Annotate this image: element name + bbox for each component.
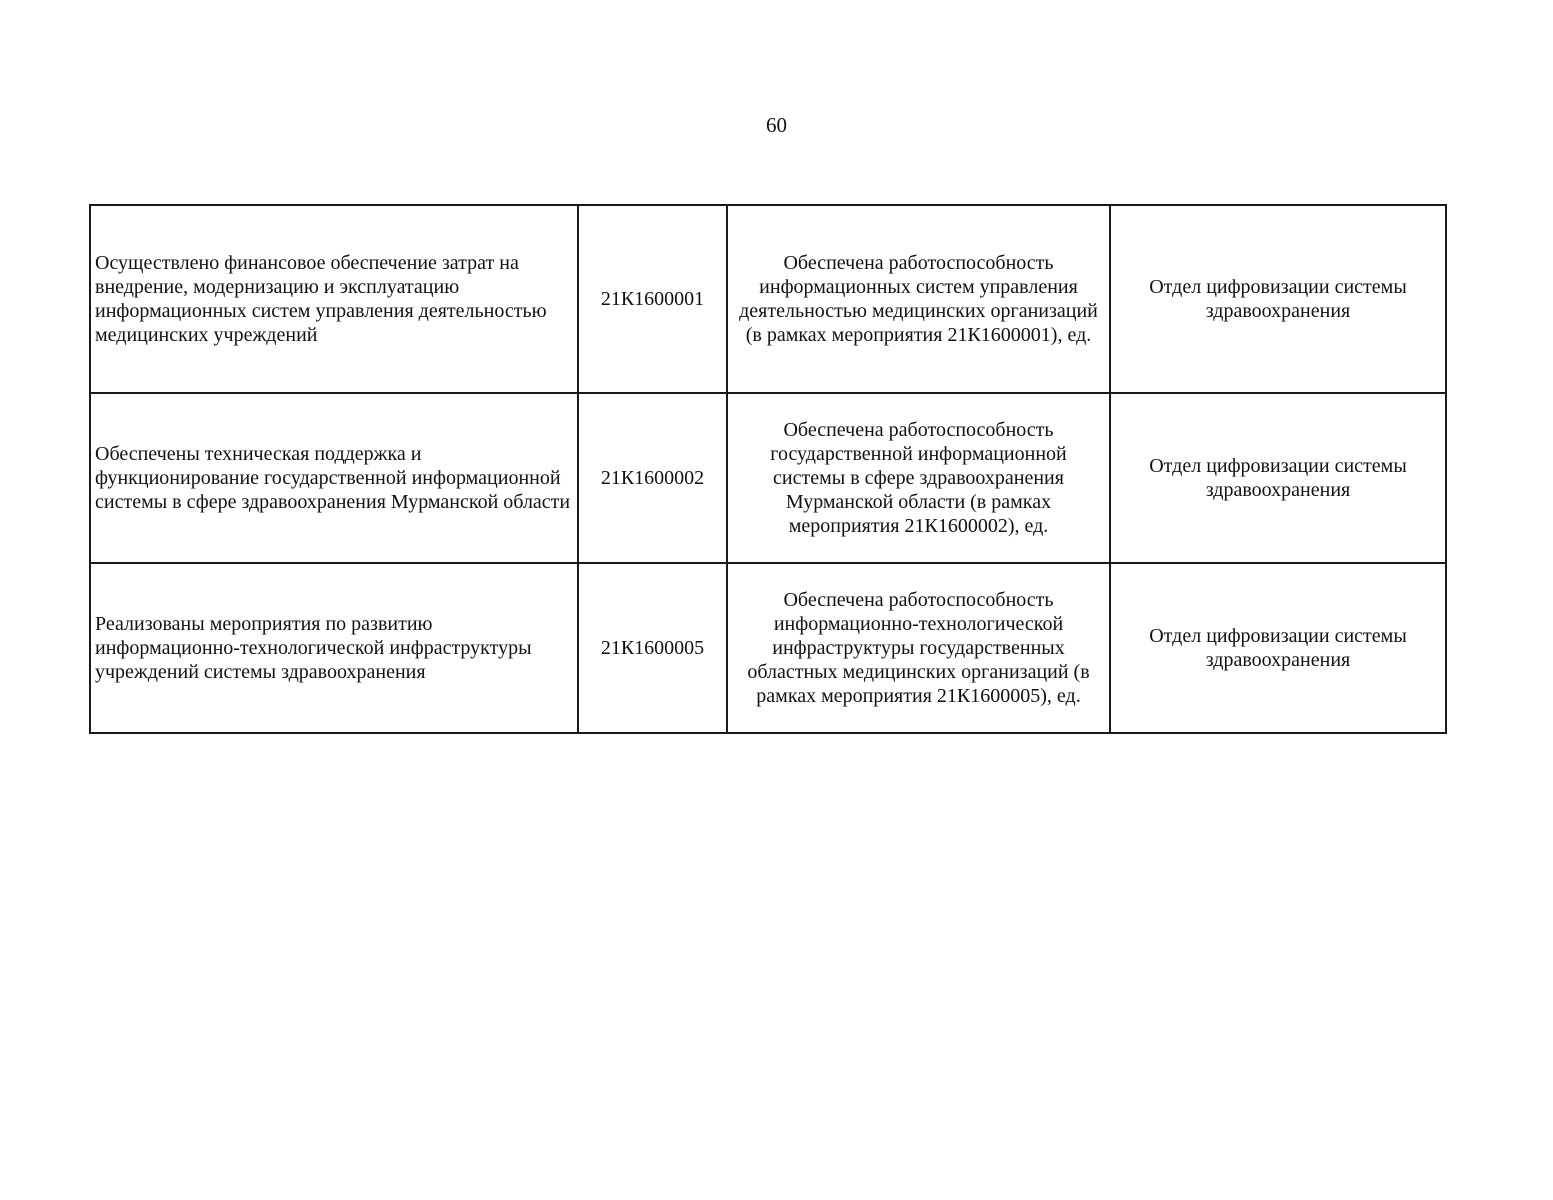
measure-result-cell: Обеспечена работоспособность информационных систем управления деятельностью медицинских организаций (в рамках мероприятия 21К1600001), ед. [727, 205, 1110, 393]
measure-description-cell: Реализованы мероприятия по развитию информационно-технологической инфраструктуры учреждений системы здравоохранения [90, 563, 578, 733]
table-row [90, 393, 1446, 563]
measure-result-cell: Обеспечена работоспособность информационно-технологической инфраструктуры государственных областных медицинских организаций (в рамках мероприятия 21К1600005), ед. [727, 563, 1110, 733]
responsible-unit-cell: Отдел цифровизации системы здравоохранения [1110, 205, 1446, 393]
page-number: 60 [766, 113, 787, 137]
table-row [90, 205, 1446, 393]
measure-code-cell: 21К1600001 [578, 205, 727, 393]
responsible-unit-cell: Отдел цифровизации системы здравоохранения [1110, 563, 1446, 733]
measure-code-cell: 21К1600002 [578, 393, 727, 563]
measure-code-cell: 21К1600005 [578, 563, 727, 733]
measure-description-cell: Обеспечены техническая поддержка и функционирование государственной информационной системы в сфере здравоохранения Мурманской области [90, 393, 578, 563]
table-row [90, 563, 1446, 733]
measure-result-cell: Обеспечена работоспособность государственной информационной системы в сфере здравоохранения Мурманской области (в рамках мероприятия 21К1600002), ед. [727, 393, 1110, 563]
responsible-unit-cell: Отдел цифровизации системы здравоохранения [1110, 393, 1446, 563]
measures-table [89, 204, 1447, 734]
measure-description-cell: Осуществлено финансовое обеспечение затрат на внедрение, модернизацию и эксплуатацию информационных систем управления деятельностью медицинских учреждений [90, 205, 578, 393]
